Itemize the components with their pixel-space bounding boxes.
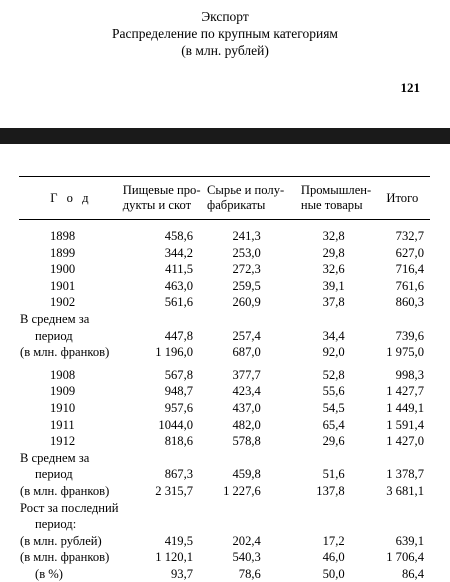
table-cell: 377,7 (203, 361, 301, 384)
row-label: (в млн. франков) (19, 344, 123, 361)
table-cell: 739,6 (375, 328, 430, 345)
row-label: 1911 (19, 417, 123, 434)
table-cell: 1 120,1 (123, 549, 203, 566)
table-cell: 867,3 (123, 466, 203, 483)
row-label: период (19, 466, 123, 483)
table-cell: 1 196,0 (123, 344, 203, 361)
table-cell: 627,0 (375, 245, 430, 262)
row-label: 1900 (19, 261, 123, 278)
table-cell: 257,4 (203, 328, 301, 345)
table-cell: 51,6 (301, 466, 375, 483)
table-cell: 463,0 (123, 278, 203, 295)
column-header-line: Промышлен- (301, 183, 371, 197)
row-label: (в млн. франков) (19, 549, 123, 566)
table-cell (203, 500, 301, 517)
table-cell: 29,6 (301, 433, 375, 450)
table-cell: 46,0 (301, 549, 375, 566)
table-row (19, 383, 430, 400)
table-cell: 50,0 (301, 566, 375, 582)
table-cell: 34,4 (301, 328, 375, 345)
table-cell: 32,8 (301, 220, 375, 245)
table-cell: 29,8 (301, 245, 375, 262)
table-cell (123, 500, 203, 517)
column-header-line: ные товары (301, 198, 363, 212)
table-row (19, 328, 430, 345)
column-header-total: Итого (375, 177, 430, 220)
table-cell: 344,2 (123, 245, 203, 262)
table-cell: 458,6 (123, 220, 203, 245)
unit-note: (в млн. рублей) (0, 42, 450, 59)
table-cell: 437,0 (203, 400, 301, 417)
table-row (19, 220, 430, 245)
table-cell: 419,5 (123, 533, 203, 550)
document-subtitle: Распределение по крупным категориям (0, 25, 450, 42)
table-row (19, 417, 430, 434)
row-label: 1909 (19, 383, 123, 400)
row-label: Рост за последний (19, 500, 123, 517)
table-cell (123, 311, 203, 328)
table-row (19, 361, 430, 384)
table-row (19, 450, 430, 467)
table-row (19, 549, 430, 566)
table-cell: 1 378,7 (375, 466, 430, 483)
table-cell: 561,6 (123, 294, 203, 311)
table-cell: 259,5 (203, 278, 301, 295)
table-row (19, 311, 430, 328)
table-cell: 1 427,0 (375, 433, 430, 450)
table-row (19, 566, 430, 582)
column-header-industrial (301, 177, 375, 220)
table-cell: 687,0 (203, 344, 301, 361)
table-cell: 54,5 (301, 400, 375, 417)
table-cell: 1 449,1 (375, 400, 430, 417)
table-cell (123, 516, 203, 533)
row-label: 1899 (19, 245, 123, 262)
table-cell: 1 591,4 (375, 417, 430, 434)
table-row (19, 466, 430, 483)
table-cell: 52,8 (301, 361, 375, 384)
row-label: В среднем за (19, 450, 123, 467)
table-cell (301, 311, 375, 328)
table-row (19, 344, 430, 361)
table-cell: 482,0 (203, 417, 301, 434)
table-cell: 65,4 (301, 417, 375, 434)
column-header-raw (203, 177, 301, 220)
column-header-line: дукты и скот (123, 198, 191, 212)
table-cell: 423,4 (203, 383, 301, 400)
table-cell: 17,2 (301, 533, 375, 550)
table-row (19, 500, 430, 517)
table-cell: 639,1 (375, 533, 430, 550)
row-label: 1901 (19, 278, 123, 295)
table-row (19, 533, 430, 550)
table-cell: 1 427,7 (375, 383, 430, 400)
table-cell: 540,3 (203, 549, 301, 566)
row-label: (в %) (19, 566, 123, 582)
table-cell: 1044,0 (123, 417, 203, 434)
table-cell: 732,7 (375, 220, 430, 245)
table-cell (203, 311, 301, 328)
column-header-food (123, 177, 203, 220)
row-label: 1908 (19, 361, 123, 384)
table-cell (123, 450, 203, 467)
table-cell: 37,8 (301, 294, 375, 311)
table-cell: 716,4 (375, 261, 430, 278)
table-cell (301, 516, 375, 533)
table-cell: 55,6 (301, 383, 375, 400)
table-cell: 1 227,6 (203, 483, 301, 500)
table-row (19, 261, 430, 278)
table-cell: 957,6 (123, 400, 203, 417)
row-label: период: (19, 516, 123, 533)
table-cell (203, 516, 301, 533)
table-row (19, 245, 430, 262)
row-label: 1902 (19, 294, 123, 311)
table-cell: 1 975,0 (375, 344, 430, 361)
column-header-line: Пищевые про- (123, 183, 201, 197)
table-row (19, 483, 430, 500)
page-header (0, 8, 450, 59)
row-label: период (19, 328, 123, 345)
table-row (19, 433, 430, 450)
table-cell: 202,4 (203, 533, 301, 550)
table-cell (375, 311, 430, 328)
column-header-year: Г о д (19, 177, 123, 220)
table-body (19, 220, 430, 582)
table-row (19, 278, 430, 295)
table-cell (375, 450, 430, 467)
row-label: (в млн. рублей) (19, 533, 123, 550)
table-cell (301, 500, 375, 517)
table-cell: 137,8 (301, 483, 375, 500)
table-cell: 3 681,1 (375, 483, 430, 500)
export-table (19, 176, 430, 582)
table-cell: 1 706,4 (375, 549, 430, 566)
row-label: В среднем за (19, 311, 123, 328)
table-cell: 818,6 (123, 433, 203, 450)
table-cell: 93,7 (123, 566, 203, 582)
table-row (19, 294, 430, 311)
row-label: 1898 (19, 220, 123, 245)
row-label: (в млн. франков) (19, 483, 123, 500)
table-cell: 92,0 (301, 344, 375, 361)
table-cell (203, 450, 301, 467)
row-label: 1910 (19, 400, 123, 417)
table-cell: 447,8 (123, 328, 203, 345)
table-cell (301, 450, 375, 467)
table-cell: 39,1 (301, 278, 375, 295)
table-cell: 241,3 (203, 220, 301, 245)
table-cell: 260,9 (203, 294, 301, 311)
table-cell: 578,8 (203, 433, 301, 450)
column-header-line: Сырье и полу- (207, 183, 284, 197)
row-label: 1912 (19, 433, 123, 450)
table-cell: 459,8 (203, 466, 301, 483)
table-row (19, 516, 430, 533)
table-cell: 78,6 (203, 566, 301, 582)
document-title: Экспорт (0, 8, 450, 25)
column-header-line: фабрикаты (207, 198, 265, 212)
table-cell: 567,8 (123, 361, 203, 384)
table-cell: 998,3 (375, 361, 430, 384)
table-cell: 948,7 (123, 383, 203, 400)
table-cell: 86,4 (375, 566, 430, 582)
table-row (19, 400, 430, 417)
table-cell (375, 500, 430, 517)
table-cell (375, 516, 430, 533)
scan-band (0, 128, 450, 144)
table-cell: 253,0 (203, 245, 301, 262)
table-cell: 860,3 (375, 294, 430, 311)
table-cell: 411,5 (123, 261, 203, 278)
page-number: 121 (401, 80, 421, 96)
table-cell: 761,6 (375, 278, 430, 295)
table-cell: 2 315,7 (123, 483, 203, 500)
table-header-row (19, 177, 430, 220)
table-cell: 32,6 (301, 261, 375, 278)
table-cell: 272,3 (203, 261, 301, 278)
